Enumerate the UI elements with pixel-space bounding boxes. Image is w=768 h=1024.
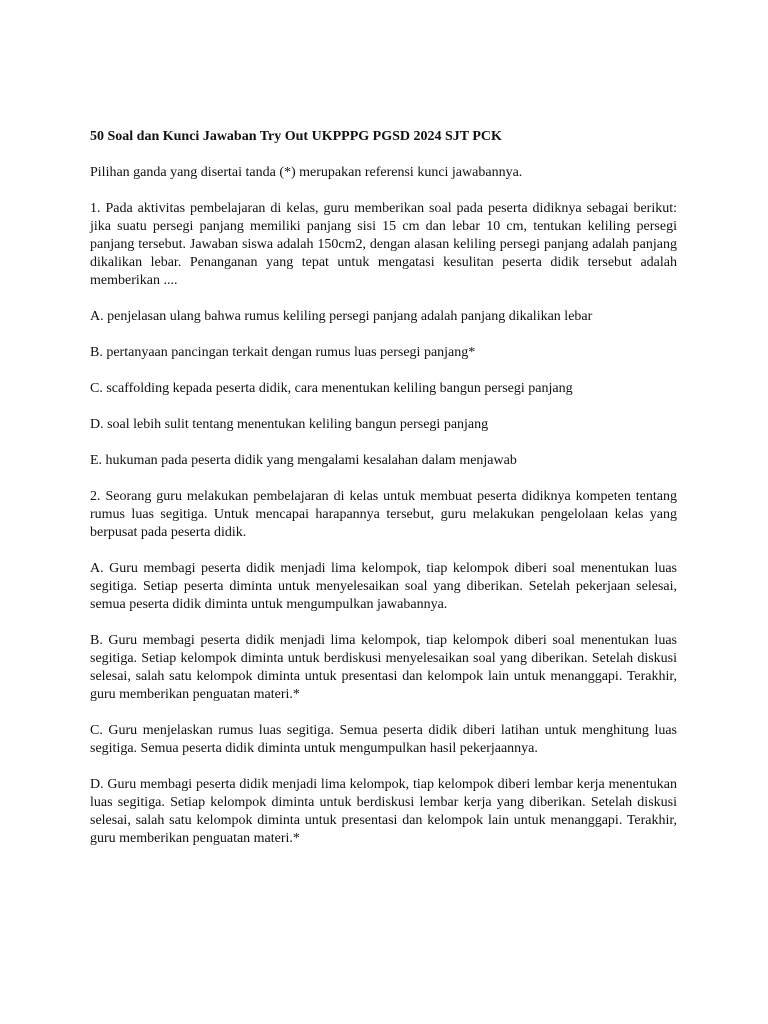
question-1-option-e: E. hukuman pada peserta didik yang mengalami kesalahan dalam menjawab [90,453,517,468]
document-body [90,128,677,866]
question-2-option-b: B. Guru membagi peserta didik menjadi lima kelompok, tiap kelompok diberi soal menentukan luas segitiga. Setiap kelompok diminta untuk berdiskusi menyelesaikan soal yang diberikan. Setelah diskusi selesai, salah satu kelompok diminta untuk presentasi dan kelompok lain untuk menanggapi. Terakhir, guru memberikan penguatan materi.* [90,633,677,702]
intro-text: Pilihan ganda yang disertai tanda (*) merupakan referensi kunci jawabannya. [90,165,523,180]
question-2-option-d: D. Guru membagi peserta didik menjadi lima kelompok, tiap kelompok diberi lembar kerja menentukan luas segitiga. Setiap kelompok diminta untuk berdiskusi lembar kerja yang diberikan. Setelah diskusi selesai, salah satu kelompok diminta untuk presentasi dan kelompok lain untuk menanggapi. Terakhir, guru memberikan penguatan materi.* [90,777,677,846]
question-1-option-a: A. penjelasan ulang bahwa rumus keliling persegi panjang adalah panjang dikalikan lebar [90,309,593,324]
question-1-option-d: D. soal lebih sulit tentang menentukan keliling bangun persegi panjang [90,417,489,432]
question-2-option-a: A. Guru membagi peserta didik menjadi lima kelompok, tiap kelompok diberi soal menentukan luas segitiga. Setiap peserta diminta untuk menyelesaikan soal yang diberikan. Setelah pekerjaan selesai, semua peserta didik diminta untuk mengumpulkan jawabannya. [90,561,677,612]
question-2-text: 2. Seorang guru melakukan pembelajaran di kelas untuk membuat peserta didiknya kompeten tentang rumus luas segitiga. Untuk mencapai harapannya tersebut, guru melakukan pengelolaan kelas yang berpusat pada peserta didik. [90,489,677,540]
document-title: 50 Soal dan Kunci Jawaban Try Out UKPPPG PGSD 2024 SJT PCK [90,129,502,144]
question-2-option-c: C. Guru menjelaskan rumus luas segitiga. Semua peserta didik diberi latihan untuk menghitung luas segitiga. Semua peserta didik diminta untuk mengumpulkan hasil pekerjaannya. [90,723,677,756]
question-1-option-b: B. pertanyaan pancingan terkait dengan rumus luas persegi panjang* [90,345,476,360]
question-1-text: 1. Pada aktivitas pembelajaran di kelas, guru memberikan soal pada peserta didiknya sebagai berikut: jika suatu persegi panjang memiliki panjang sisi 15 cm dan lebar 10 cm, tentukan keliling persegi panjang tersebut. Jawaban siswa adalah 150cm2, dengan alasan keliling persegi panjang adalah panjang dikalikan lebar. Penanganan yang tepat untuk mengatasi kesulitan peserta didik tersebut adalah memberikan .... [90,201,677,288]
question-1-option-c: C. scaffolding kepada peserta didik, cara menentukan keliling bangun persegi panjang [90,381,573,396]
